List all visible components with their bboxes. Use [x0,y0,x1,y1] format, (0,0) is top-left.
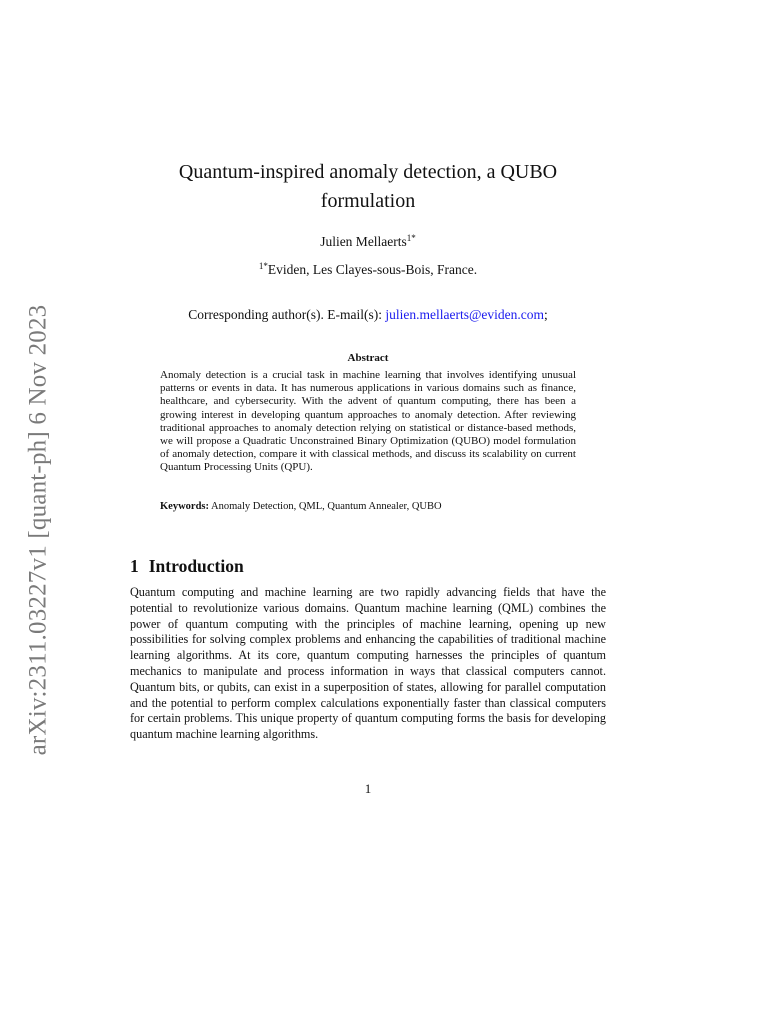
introduction-paragraph: Quantum computing and machine learning are two rapidly advancing fields that have the potential to revolutionize various domains. Quantum machine learning (QML) combines the power of quantum computing with the principles of machine learning, opening up new possibilities for solving complex problems and enhancing the capabilities of traditional machine learning algorithms. At its core, quantum computing harnesses the principles of quantum mechanics to manipulate and process information in ways that classical computers cannot. Quantum bits, or qubits, can exist in a superposition of states, allowing for parallel computation and the potential to perform complex calculations exponentially faster than classical computers for certain problems. This unique property of quantum computing forms the basis for developing quantum machine learning algorithms. [130,585,606,742]
arxiv-identifier: arXiv:2311.03227v1 [quant-ph] 6 Nov 2023 [24,304,52,756]
keywords-label: Keywords: [160,501,209,512]
author-email-link[interactable]: julien.mellaerts@eviden.com [385,307,545,322]
corresponding-suffix: ; [544,307,548,322]
corresponding-prefix: Corresponding author(s). E-mail(s): [188,307,383,322]
affiliation-line [130,261,606,278]
arxiv-sidebar-stamp [16,304,60,756]
paper-title: Quantum-inspired anomaly detection, a QUBO formulation [178,161,558,212]
abstract-heading: Abstract [347,352,389,364]
section-title: Introduction [148,556,244,576]
affiliation-mark: 1* [258,261,268,271]
section-number: 1 [130,556,139,576]
section-heading [130,556,244,577]
keywords-line [160,501,576,512]
page-number: 1 [364,781,372,796]
corresponding-author-line [130,307,606,323]
author-affiliation-mark: 1* [406,233,416,243]
keywords-text: Anomaly Detection, QML, Quantum Annealer, QUBO [211,501,442,512]
author-line [130,233,606,250]
author-name: Julien Mellaerts [320,234,407,249]
affiliation-text: Eviden, Les Clayes-sous-Bois, France. [267,262,478,277]
abstract-text: Anomaly detection is a crucial task in machine learning that involves identifying unusual patterns or events in data. It has numerous applications in various domains such as finance, healthcare, and cybersecurity. With the advent of quantum computing, there has been a growing interest in developing quantum approaches to anomaly detection. After reviewing traditional approaches to anomaly detection relying on statistical or distance-based methods, we will propose a Quadratic Unconstrained Binary Optimization (QUBO) model formulation of anomaly detection, compare it with classical methods, and discuss its scalability on current Quantum Processing Units (QPU). [160,369,576,474]
